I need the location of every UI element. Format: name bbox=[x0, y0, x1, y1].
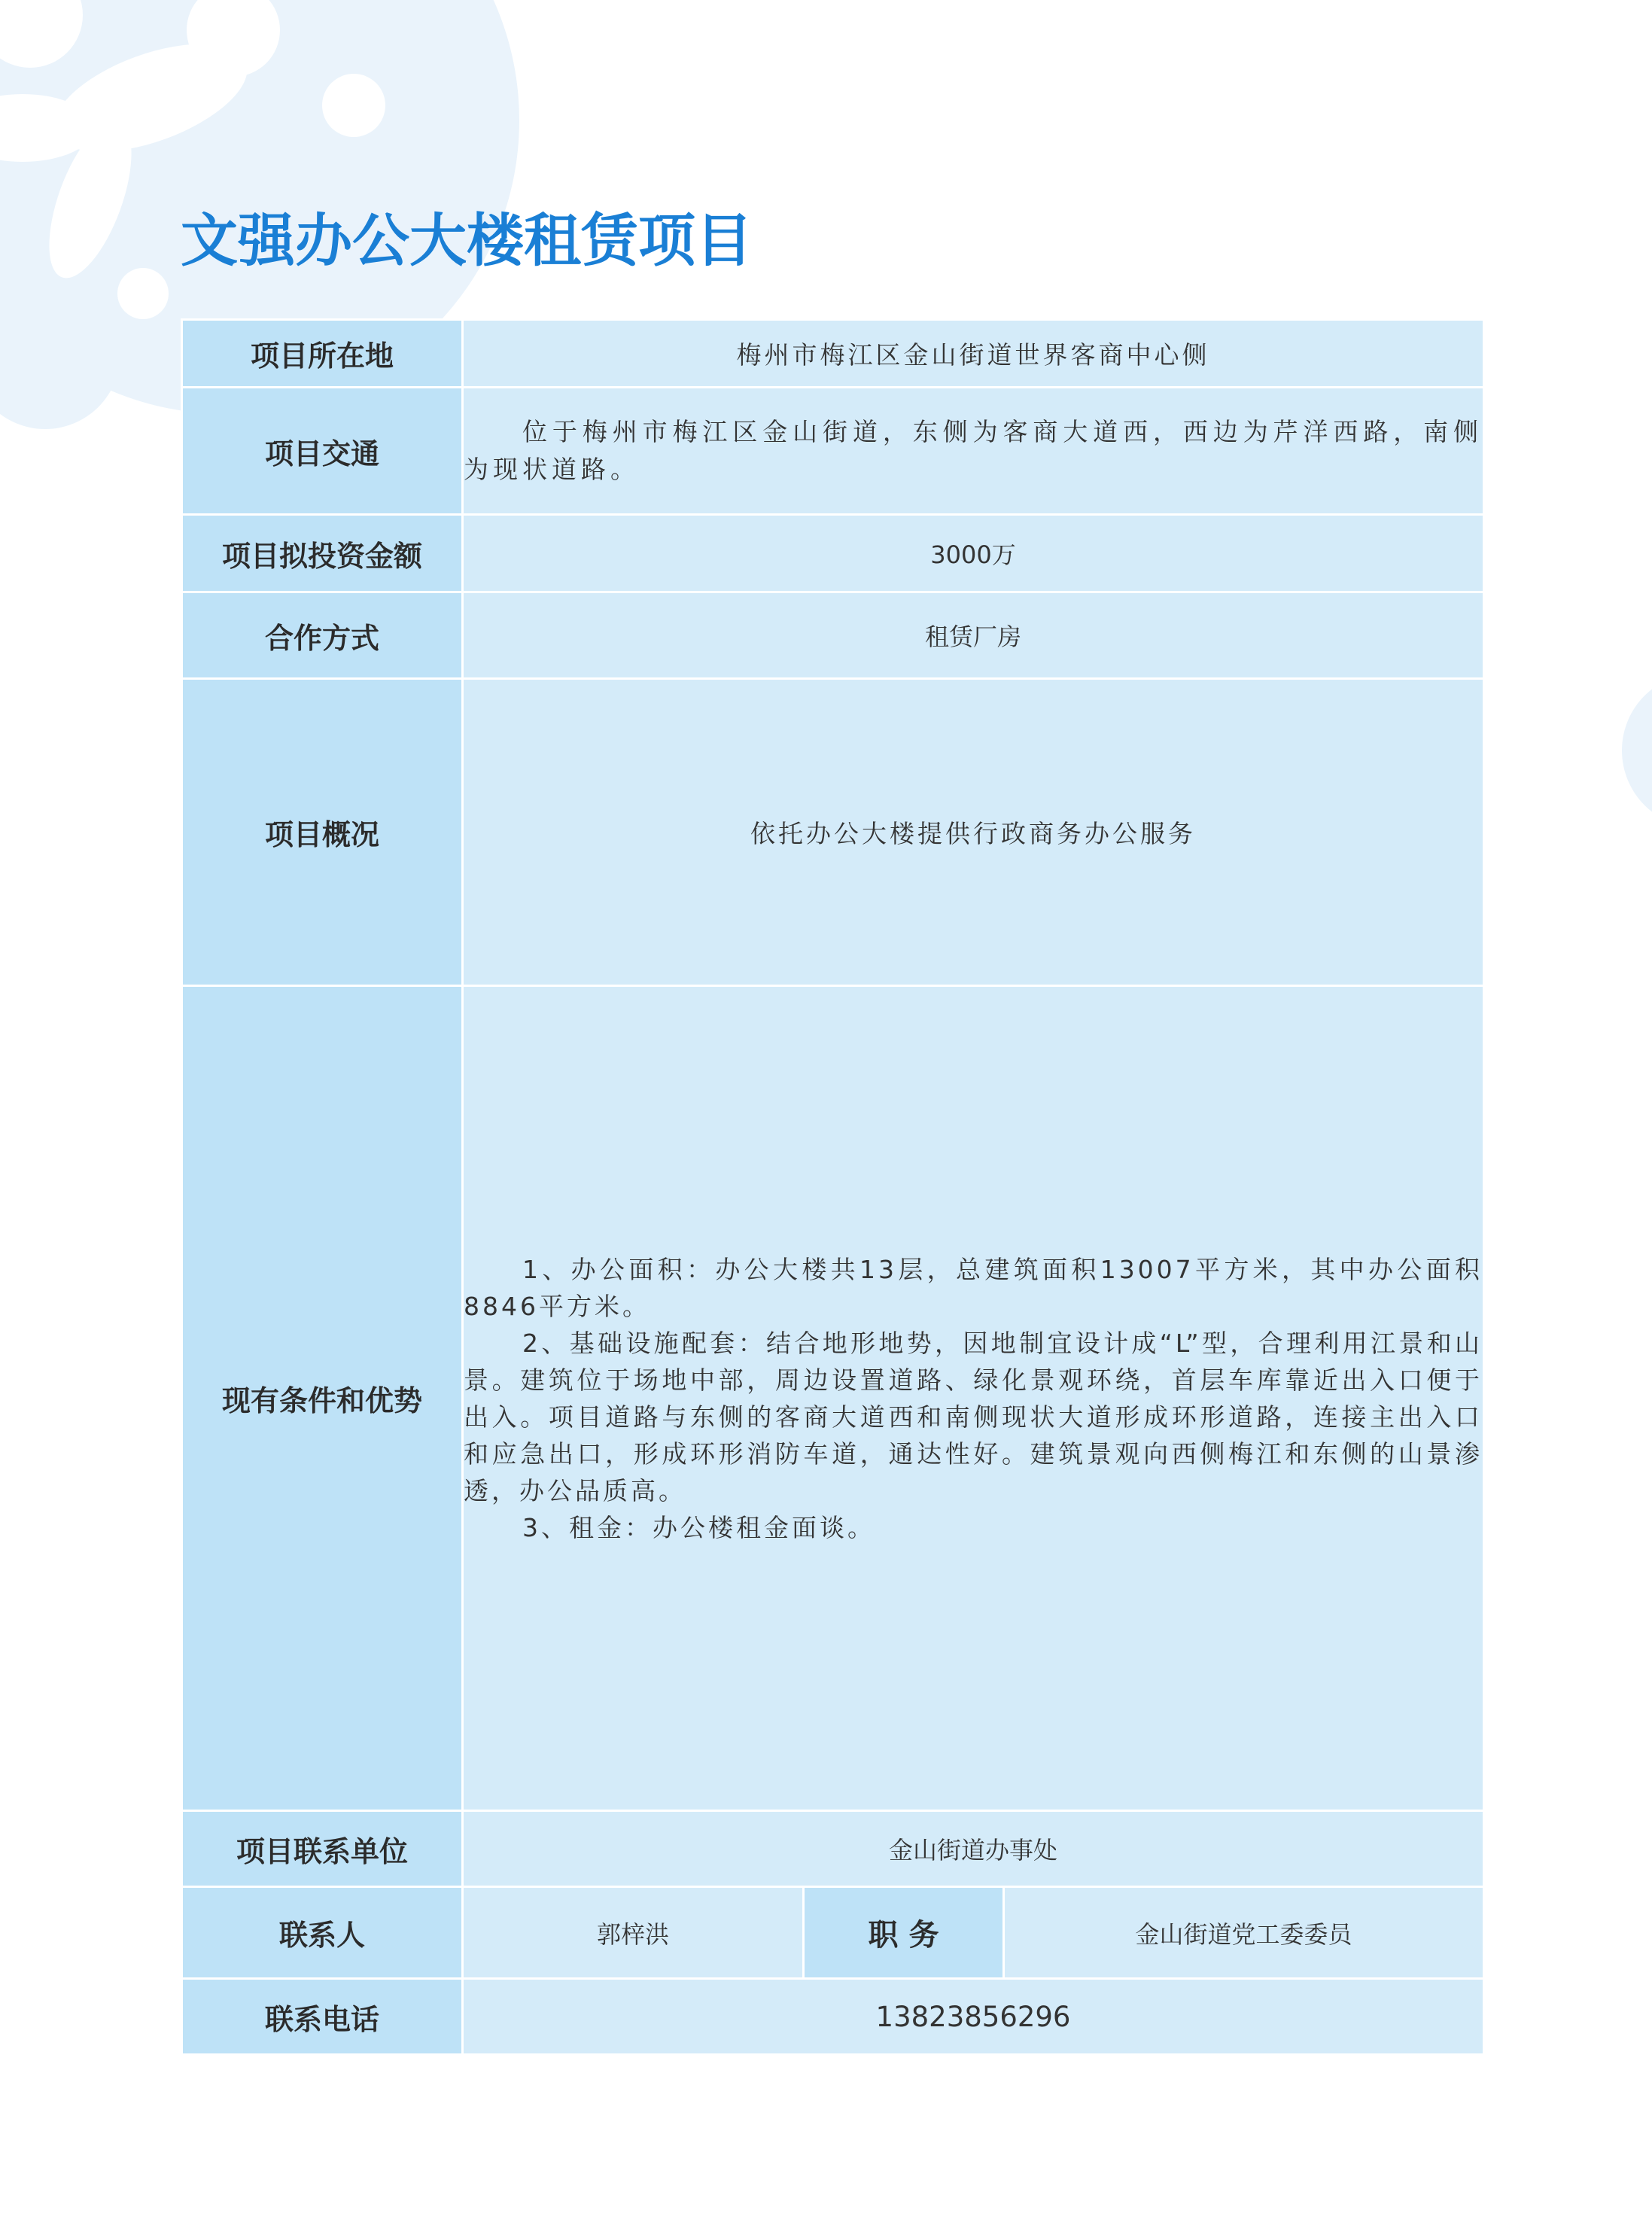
location-label: 项目所在地 bbox=[182, 320, 463, 388]
advantages-paragraph-1: 1、办公面积：办公大楼共13层，总建筑面积13007平方米，其中办公面积8846平方米。 bbox=[464, 1254, 1483, 1321]
row-traffic bbox=[182, 388, 1484, 515]
position-label: 职 务 bbox=[804, 1887, 1004, 1979]
row-overview bbox=[182, 679, 1484, 986]
advantages-value-cell bbox=[463, 986, 1484, 1811]
overview-value: 依托办公大楼提供行政商务办公服务 bbox=[463, 679, 1484, 986]
flower-white-spot bbox=[117, 268, 169, 319]
row-investment bbox=[182, 515, 1484, 592]
cooperation-label: 合作方式 bbox=[182, 592, 463, 679]
row-advantages bbox=[182, 986, 1484, 1811]
right-edge-circle-decoration bbox=[1622, 673, 1652, 828]
overview-label: 项目概况 bbox=[182, 679, 463, 986]
page-title: 文强办公大楼租赁项目 bbox=[181, 207, 753, 274]
advantages-label: 现有条件和优势 bbox=[182, 986, 463, 1811]
contact-unit-value: 金山街道办事处 bbox=[463, 1811, 1484, 1887]
contact-person-value: 郭梓洪 bbox=[463, 1887, 804, 1979]
traffic-value-cell bbox=[463, 388, 1484, 515]
location-value: 梅州市梅江区金山街道世界客商中心侧 bbox=[463, 320, 1484, 388]
cooperation-value: 租赁厂房 bbox=[463, 592, 1484, 679]
row-contact-person bbox=[182, 1887, 1484, 1979]
contact-person-label: 联系人 bbox=[182, 1887, 463, 1979]
row-location bbox=[182, 320, 1484, 388]
contact-unit-label: 项目联系单位 bbox=[182, 1811, 463, 1887]
position-value: 金山街道党工委委员 bbox=[1004, 1887, 1484, 1979]
phone-label: 联系电话 bbox=[182, 1979, 463, 2055]
investment-value: 3000万 bbox=[463, 515, 1484, 592]
phone-value: 13823856296 bbox=[463, 1979, 1484, 2055]
advantages-paragraph-3: 3、租金：办公楼租金面谈。 bbox=[522, 1512, 875, 1542]
row-contact-unit bbox=[182, 1811, 1484, 1887]
traffic-value: 位于梅州市梅江区金山街道，东侧为客商大道西，西边为芹洋西路，南侧为现状道路。 bbox=[464, 417, 1483, 484]
row-cooperation bbox=[182, 592, 1484, 679]
row-phone bbox=[182, 1979, 1484, 2055]
advantages-paragraph-2: 2、基础设施配套：结合地形地势，因地制宜设计成“L”型，合理利用江景和山景。建筑位于场地中部，周边设置道路、绿化景观环绕，首层车库靠近出入口便于出入。项目道路与东侧的客商大道西和南侧现状大道形成环形道路，连接主出入口和应急出口，形成环形消防车道，通达性好。建筑景观向西侧梅江和东侧的山景渗透，办公品质高。 bbox=[464, 1328, 1483, 1505]
flower-white-spot bbox=[322, 74, 385, 137]
investment-label: 项目拟投资金额 bbox=[182, 515, 463, 592]
project-info-table bbox=[181, 318, 1485, 2056]
traffic-label: 项目交通 bbox=[182, 388, 463, 515]
